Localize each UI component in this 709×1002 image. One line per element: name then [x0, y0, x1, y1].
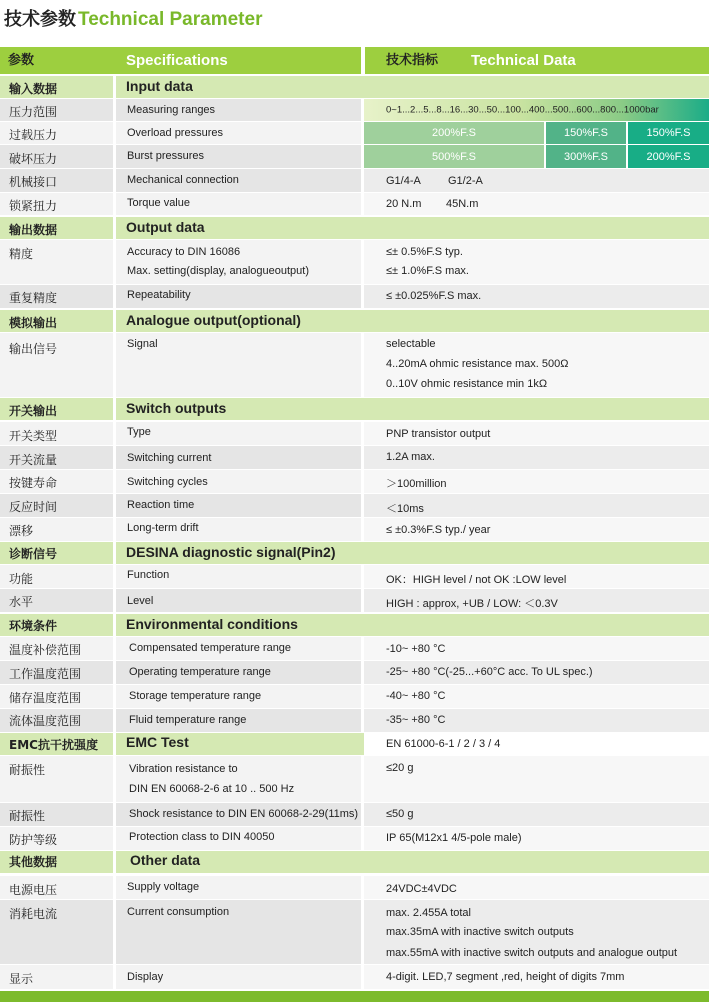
cell-text: Display: [127, 971, 164, 983]
table-row: [0, 333, 709, 397]
measuring-range-bar: [364, 99, 709, 121]
cell-text: Fluid temperature range: [129, 714, 247, 726]
cell-text: -25~ +80 °C(-25...+60°C acc. To UL spec.): [386, 666, 593, 678]
cell-text: 温度补偿范围: [9, 643, 82, 657]
cell-text: 0..10V ohmic resistance min 1kΩ: [386, 378, 548, 390]
cell-text: 1.2A max.: [386, 451, 435, 463]
cell-text: ≤± 0.5%F.S typ.: [386, 246, 463, 258]
table-row: [0, 99, 709, 121]
cell-text: 储存温度范围: [9, 691, 82, 705]
table-cell: [0, 565, 113, 588]
cell-text: Supply voltage: [127, 881, 200, 893]
table-cell: [116, 851, 709, 873]
table-cell: [116, 685, 361, 708]
table-row: [0, 827, 709, 850]
cell-text: 显示: [9, 972, 34, 986]
cell-text: -10~ +80 °C: [386, 643, 446, 655]
cell-text: 模拟输出: [9, 316, 58, 330]
table-cell: [364, 589, 709, 612]
table-cell: [0, 169, 113, 192]
cell-text: 20 N.m: [386, 198, 422, 210]
table-cell: [364, 733, 709, 755]
cell-text: DESINA diagnostic signal(Pin2): [126, 544, 336, 560]
table-cell: [0, 122, 113, 144]
cell-text: Reaction time: [127, 499, 195, 511]
cell-text: 机械接口: [9, 175, 58, 189]
table-cell: [364, 876, 709, 899]
cell-text: Output data: [126, 219, 205, 235]
cell-text: Repeatability: [127, 289, 191, 301]
table-cell: [364, 193, 709, 215]
section-input: [0, 76, 709, 98]
cell-text: 开关输出: [9, 404, 58, 418]
cell-text: Torque value: [127, 197, 190, 209]
table-cell: [364, 99, 709, 121]
page-title: [4, 5, 262, 35]
table-cell: [116, 709, 361, 732]
table-row: [0, 589, 709, 612]
cell-text: 过载压力: [9, 128, 58, 142]
page-title-cn: 技术参数: [4, 9, 76, 30]
table-row: [0, 709, 709, 732]
cell-text: ≤ ±0.3%F.S typ./ year: [386, 524, 491, 536]
cell-text: 流体温度范围: [9, 714, 82, 728]
table-cell: [116, 99, 361, 121]
cell-text: Environmental conditions: [126, 616, 298, 632]
table-cell: [116, 965, 361, 989]
cell-text: 环境条件: [9, 619, 58, 633]
cell-text: Compensated temperature range: [129, 642, 292, 654]
cell-text: Signal: [127, 338, 158, 350]
cell-text: Analogue output(optional): [126, 312, 301, 328]
footer-bar: [0, 991, 709, 1002]
cell-text: 按键寿命: [9, 476, 58, 490]
table-cell: [364, 169, 709, 192]
table-row: [0, 470, 709, 493]
table-row: [0, 422, 709, 445]
page-title-en: Technical Parameter: [78, 9, 263, 30]
cell-text: selectable: [386, 338, 436, 350]
table-row: [0, 518, 709, 541]
table-cell: [116, 900, 361, 964]
table-cell: [0, 637, 113, 660]
header-specifications: Specifications: [126, 52, 228, 69]
cell-text: 其他数据: [9, 855, 58, 869]
cell-text: 漂移: [9, 524, 34, 538]
cell-text: ≤ ±0.025%F.S max.: [386, 290, 482, 302]
table-cell: [0, 661, 113, 684]
cell-text: -35~ +80 °C: [386, 714, 446, 726]
table-cell: [0, 99, 113, 121]
cell-text: 电源电压: [9, 883, 58, 897]
table-row: [0, 756, 709, 802]
table-row: [0, 965, 709, 989]
cell-text: 150%F.S: [646, 127, 691, 139]
cell-text: 45N.m: [446, 198, 479, 210]
cell-text: Long-term drift: [127, 522, 199, 534]
cell-text: 开关类型: [9, 429, 58, 443]
table-cell: [0, 542, 113, 564]
table-cell: [116, 422, 361, 445]
table-cell: [364, 637, 709, 660]
cell-text: 输出信号: [9, 342, 58, 356]
cell-text: 压力范围: [9, 105, 58, 119]
cell-text: 300%F.S: [563, 150, 609, 163]
table-cell: [116, 756, 361, 802]
table-row: [0, 446, 709, 469]
table-cell: [0, 145, 113, 168]
table-row: [0, 637, 709, 660]
cell-text: Current consumption: [127, 906, 230, 918]
value-bar: [628, 145, 709, 168]
section-environmental: [0, 614, 709, 636]
cell-text: 4-digit. LED,7 segment ,red, height of digits 7mm: [386, 971, 625, 983]
table-cell: [364, 565, 709, 588]
cell-text: Shock resistance to DIN EN 60068-2-29(11ms): [129, 808, 359, 820]
cell-text: Vibration resistance to: [129, 763, 238, 775]
cell-text: G1/4-A: [386, 175, 421, 187]
table-cell: [116, 876, 361, 899]
cell-text: Protection class to DIN 40050: [129, 831, 275, 843]
table-cell: [0, 217, 113, 239]
table-cell: [116, 310, 709, 332]
table-cell: [116, 637, 361, 660]
table-cell: [364, 422, 709, 445]
table-row: [0, 122, 709, 144]
table-cell: [364, 900, 709, 964]
table-cell: [116, 285, 361, 308]
section-other: [0, 851, 709, 873]
cell-text: EMC Test: [126, 734, 189, 750]
cell-text: 重复精度: [9, 291, 58, 305]
table-cell: [0, 310, 113, 332]
cell-text: ＜10ms: [386, 503, 424, 515]
cell-text: 工作温度范围: [9, 667, 82, 681]
cell-text: Switch outputs: [126, 400, 227, 416]
cell-text: Measuring ranges: [127, 104, 216, 116]
table-cell: [116, 542, 709, 564]
table-cell: [116, 661, 361, 684]
section-diagnostic: [0, 542, 709, 564]
table-cell: [364, 240, 709, 284]
table-cell: [116, 518, 361, 541]
table-cell: [0, 733, 113, 755]
cell-text: HIGH : approx, +UB / LOW: ＜0.3V: [386, 598, 558, 610]
cell-text: 诊断信号: [9, 547, 58, 561]
cell-text: 功能: [9, 572, 34, 586]
table-cell: [0, 422, 113, 445]
cell-text: max.35mA with inactive switch outputs: [386, 926, 574, 938]
table-cell: [0, 900, 113, 964]
cell-text: OK：HIGH level / not OK :LOW level: [386, 574, 567, 586]
table-cell: [116, 803, 361, 826]
cell-text: Other data: [130, 852, 201, 868]
section-output: [0, 217, 709, 239]
table-cell: [0, 965, 113, 989]
cell-text: 锁紧扭力: [9, 199, 58, 213]
table-cell: [116, 76, 709, 98]
cell-text: 反应时间: [9, 500, 58, 514]
cell-text: 输出数据: [9, 223, 58, 237]
value-bar: [546, 122, 626, 144]
table-cell: [116, 446, 361, 469]
cell-text: EMC抗干扰强度: [9, 738, 98, 752]
table-cell: [0, 398, 113, 420]
table-cell: [0, 614, 113, 636]
header-technical-data: Technical Data: [471, 52, 576, 69]
cell-text: 0~1...2...5...8...16...30...50...100...400...500...600...800...1000bar: [386, 104, 659, 116]
cell-text: ≤± 1.0%F.S max.: [386, 265, 469, 277]
table-cell: [364, 965, 709, 989]
cell-text: Storage temperature range: [129, 690, 262, 702]
table-cell: [116, 827, 361, 850]
cell-text: Max. setting(display, analogueoutput): [127, 265, 310, 277]
cell-text: ≤20 g: [386, 762, 414, 774]
section-analogue: [0, 310, 709, 332]
cell-text: 精度: [9, 247, 34, 261]
cell-text: Switching cycles: [127, 476, 208, 488]
table-cell: [0, 589, 113, 612]
table-cell: [116, 614, 709, 636]
cell-text: Operating temperature range: [129, 666, 271, 678]
cell-text: 输入数据: [9, 82, 58, 96]
cell-text: PNP transistor output: [386, 428, 491, 440]
table-row: [0, 193, 709, 215]
table-cell: [0, 756, 113, 802]
cell-text: 破坏压力: [9, 152, 58, 166]
table-cell: [116, 494, 361, 517]
table-row: [0, 661, 709, 684]
table-cell: [0, 876, 113, 899]
table-cell: [0, 827, 113, 850]
cell-text: 150%F.S: [563, 127, 609, 139]
cell-text: 24VDC±4VDC: [386, 883, 457, 895]
table-cell: [116, 193, 361, 215]
table-cell: [364, 661, 709, 684]
cell-text: Accuracy to DIN 16086: [127, 246, 241, 258]
table-cell: [364, 122, 709, 144]
cell-text: 开关流量: [9, 453, 58, 467]
cell-text: 消耗电流: [9, 907, 58, 921]
section-emc: [0, 733, 709, 755]
table-row: [0, 494, 709, 517]
value-bar: [546, 145, 626, 168]
table-cell: [364, 709, 709, 732]
table-cell: [364, 685, 709, 708]
value-bar: [364, 122, 544, 144]
cell-text: -40~ +80 °C: [386, 690, 446, 702]
cell-text: 水平: [9, 595, 34, 609]
table-row: [0, 900, 709, 964]
table-cell: [116, 145, 361, 168]
table-cell: [0, 333, 113, 397]
cell-text: max. 2.455A total: [386, 907, 471, 919]
table-cell: [364, 827, 709, 850]
value-bar: [364, 145, 544, 168]
table-cell: [0, 240, 113, 284]
table-cell: [364, 756, 709, 802]
table-header: [0, 47, 709, 74]
table-cell: [116, 240, 361, 284]
cell-text: Overload pressures: [127, 127, 223, 139]
table-cell: [364, 145, 709, 168]
cell-text: max.55mA with inactive switch outputs and analogue output: [386, 947, 678, 959]
cell-text: 4..20mA ohmic resistance max. 500Ω: [386, 358, 569, 370]
table-row: [0, 803, 709, 826]
cell-text: Function: [127, 569, 170, 581]
cell-text: 防护等级: [9, 833, 58, 847]
cell-text: 耐振性: [9, 809, 46, 823]
table-cell: [0, 285, 113, 308]
table-cell: [116, 470, 361, 493]
table-row: [0, 169, 709, 192]
table-row: [0, 565, 709, 588]
cell-text: ≤50 g: [386, 808, 414, 820]
cell-text: Level: [127, 595, 154, 607]
table-cell: [364, 285, 709, 308]
table-cell: [116, 122, 361, 144]
table-cell: [116, 169, 361, 192]
table-cell: [364, 446, 709, 469]
table-cell: [0, 709, 113, 732]
table-cell: [364, 518, 709, 541]
header-tech-index: 技术指标: [386, 53, 439, 68]
cell-text: Switching current: [127, 452, 212, 464]
table-cell: [116, 398, 709, 420]
table-cell: [116, 333, 361, 397]
table-cell: [116, 565, 361, 588]
cell-text: 500%F.S: [431, 150, 477, 163]
cell-text: G1/2-A: [448, 175, 483, 187]
cell-text: Type: [127, 426, 151, 438]
cell-text: Burst pressures: [127, 150, 205, 162]
table-row: [0, 685, 709, 708]
table-row: [0, 876, 709, 899]
table-row: [0, 240, 709, 284]
table-cell: [0, 685, 113, 708]
table-row: [0, 145, 709, 168]
table-cell: [116, 589, 361, 612]
table-cell: [0, 470, 113, 493]
table-cell: [0, 446, 113, 469]
table-cell: [116, 217, 709, 239]
cell-text: Mechanical connection: [127, 174, 239, 186]
cell-text: 200%F.S: [431, 127, 477, 139]
table-cell: [0, 193, 113, 215]
section-switch: [0, 398, 709, 420]
cell-text: DIN EN 60068-2-6 at 10 .. 500 Hz: [129, 783, 295, 795]
table-cell: [0, 494, 113, 517]
value-bar: [628, 122, 709, 144]
cell-text: IP 65(M12x1 4/5-pole male): [386, 832, 522, 844]
table-cell: [364, 333, 709, 397]
cell-text: ＞100million: [386, 478, 447, 490]
header-param: 参数: [8, 53, 35, 68]
table-cell: [364, 803, 709, 826]
table-cell: [0, 518, 113, 541]
table-row: [0, 285, 709, 308]
table-cell: [0, 803, 113, 826]
cell-text: Input data: [126, 78, 193, 94]
cell-text: 200%F.S: [646, 150, 691, 163]
table-cell: [0, 76, 113, 98]
table-cell: [0, 851, 113, 873]
table-cell: [364, 494, 709, 517]
cell-text: 耐振性: [9, 763, 46, 777]
cell-text: EN 61000-6-1 / 2 / 3 / 4: [386, 738, 501, 750]
table-cell: [364, 470, 709, 493]
